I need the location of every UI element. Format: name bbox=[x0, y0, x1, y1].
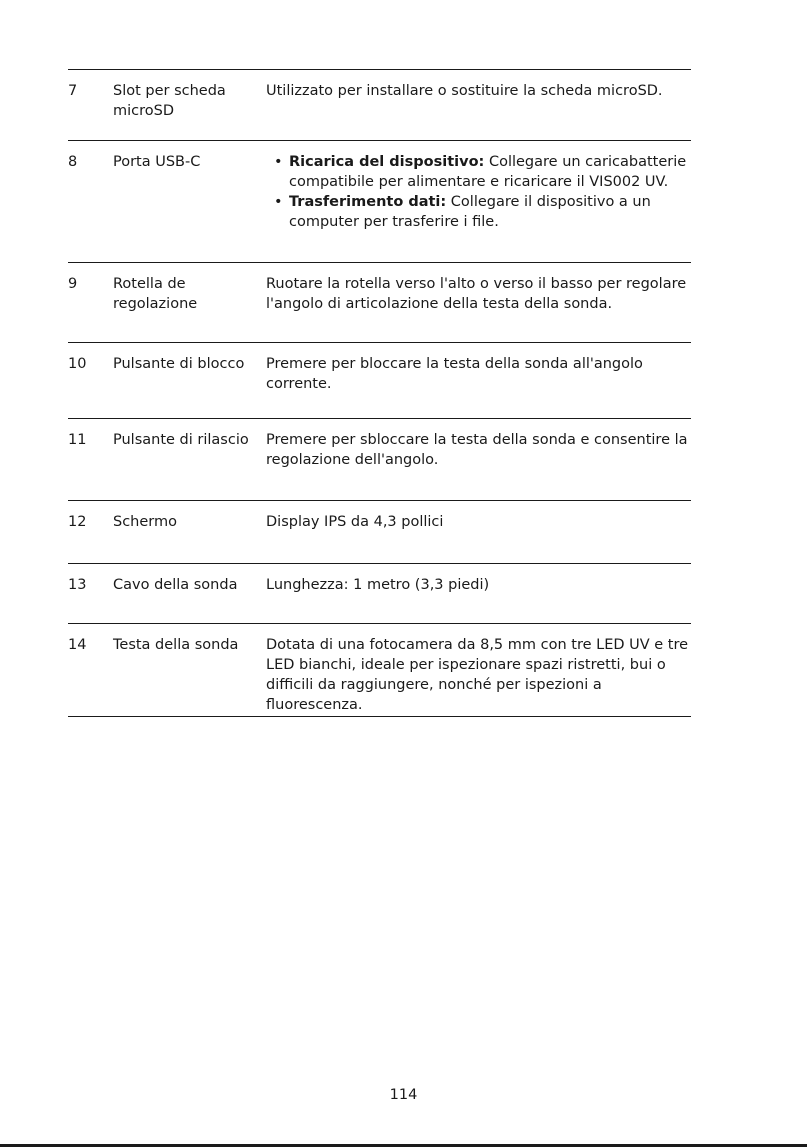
item-name: Schermo bbox=[113, 514, 177, 530]
page-number: 114 bbox=[389, 1087, 418, 1103]
item-description: Premere per sbloccare la testa della sonda e consentire la regolazione dell'angolo. bbox=[266, 432, 688, 468]
item-name: Cavo della sonda bbox=[113, 577, 238, 593]
item-name: Pulsante di blocco bbox=[113, 356, 245, 372]
bullet-text: Collegare un caricabatterie compatibile per alimentare e ricaricare il VIS002 UV. bbox=[289, 154, 687, 190]
table-row bbox=[68, 141, 691, 263]
table-row bbox=[68, 343, 691, 419]
item-description: Dotata di una fotocamera da 8,5 mm con tre LED UV e tre LED bianchi, ideale per ispezionare spazi ristretti, bui o difficili da raggiungere, nonché per ispezioni a fluorescenza. bbox=[266, 637, 689, 713]
item-number: 7 bbox=[68, 83, 78, 99]
table-row bbox=[68, 263, 691, 343]
item-name: Pulsante di rilascio bbox=[113, 432, 249, 448]
bullet-term: Trasferimento dati: bbox=[289, 194, 447, 210]
table-row bbox=[68, 564, 691, 624]
item-number: 9 bbox=[68, 276, 78, 292]
bullet-item bbox=[266, 152, 698, 192]
item-number: 10 bbox=[68, 356, 87, 372]
table-row bbox=[68, 501, 691, 564]
item-number: 11 bbox=[68, 432, 87, 448]
item-number: 14 bbox=[68, 637, 87, 653]
table-row bbox=[68, 624, 691, 717]
item-name: Porta USB-C bbox=[113, 154, 201, 170]
item-name: Rotella de regolazione bbox=[113, 276, 198, 312]
item-number: 13 bbox=[68, 577, 87, 593]
item-description: Premere per bloccare la testa della sonda all'angolo corrente. bbox=[266, 356, 643, 392]
table-row bbox=[68, 70, 691, 141]
bullet-text: Collegare il dispositivo a un computer per trasferire i file. bbox=[289, 194, 651, 230]
item-description: Lunghezza: 1 metro (3,3 piedi) bbox=[266, 577, 490, 593]
item-description bbox=[266, 152, 698, 232]
item-description: Ruotare la rotella verso l'alto o verso il basso per regolare l'angolo di articolazione della testa della sonda. bbox=[266, 276, 687, 312]
item-description: Display IPS da 4,3 pollici bbox=[266, 514, 444, 530]
item-number: 8 bbox=[68, 154, 78, 170]
bullet-item bbox=[266, 192, 698, 232]
item-number: 12 bbox=[68, 514, 87, 530]
bullet-term: Ricarica del dispositivo: bbox=[289, 154, 485, 170]
component-table bbox=[68, 69, 691, 717]
table-row bbox=[68, 419, 691, 501]
item-name: Testa della sonda bbox=[113, 637, 239, 653]
item-name: Slot per scheda microSD bbox=[113, 83, 226, 119]
bullet-list bbox=[266, 152, 698, 232]
item-description: Utilizzato per installare o sostituire la scheda microSD. bbox=[266, 83, 663, 99]
